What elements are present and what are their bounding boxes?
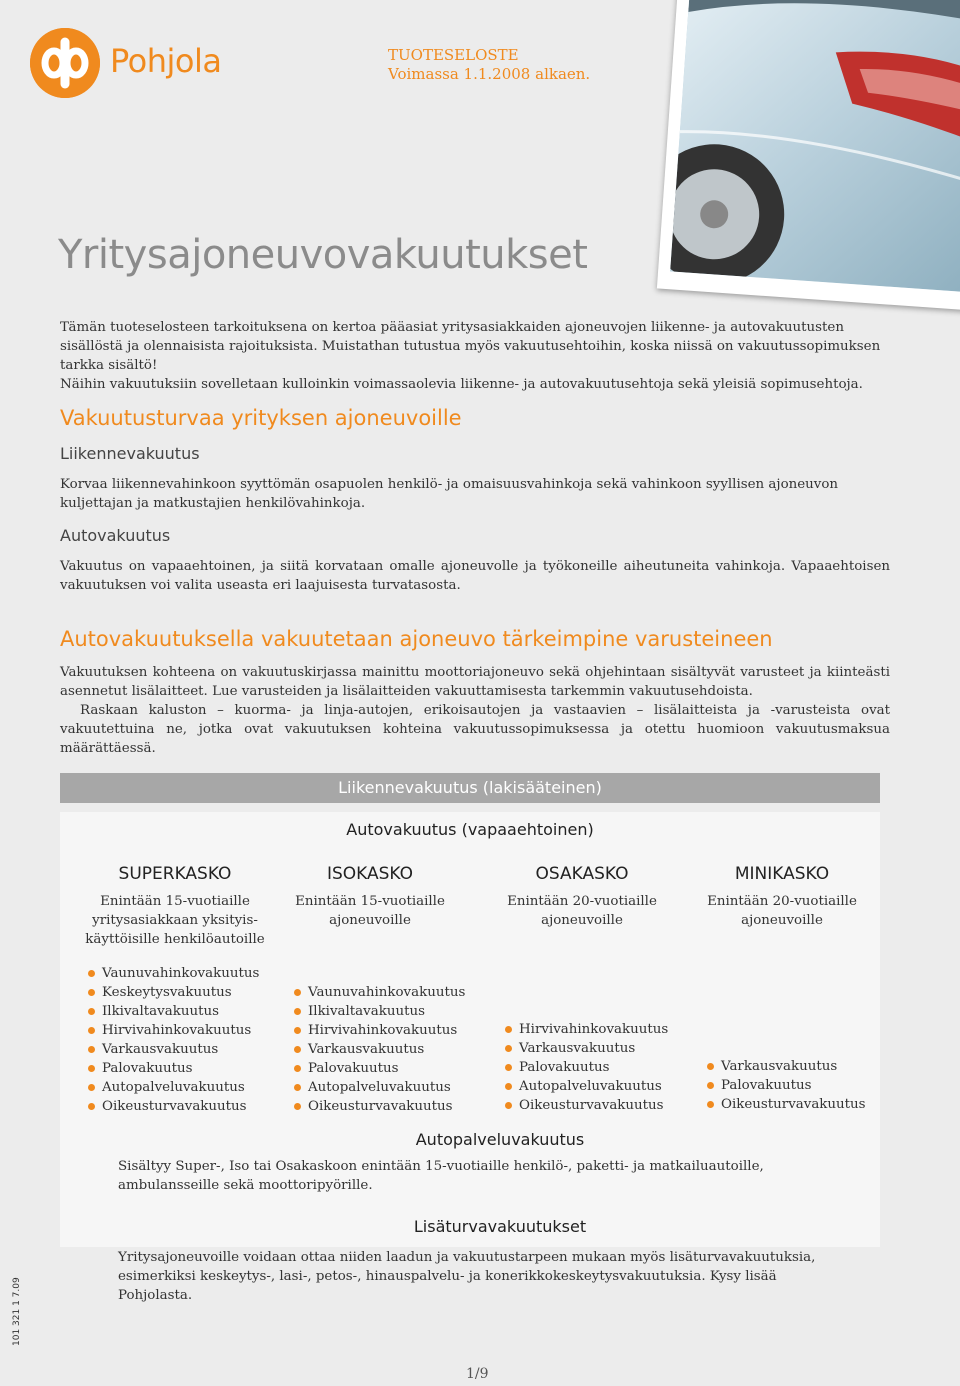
list-item: Ilkivaltavakuutus: [294, 1002, 465, 1021]
valid-from: Voimassa 1.1.2008 alkaen.: [388, 65, 591, 83]
liikennevakuutus-bar: Liikennevakuutus (lakisääteinen): [60, 773, 880, 803]
list-item: Vaunuvahinkovakuutus: [294, 983, 465, 1002]
column-title: SUPERKASKO: [118, 864, 232, 884]
list-item: Palovakuutus: [707, 1076, 866, 1095]
list-item: Oikeusturvavakuutus: [505, 1096, 668, 1115]
intro-paragraph-2: Näihin vakuutuksiin sovelletaan kulloinkin voimassaolevia liikenne- ja autovakuutusehtoja sekä yleisiä sopimusehtoja.: [60, 377, 863, 392]
list-item: Autopalveluvakuutus: [294, 1078, 465, 1097]
document-code-text: 101 321 1 7.09: [12, 1277, 22, 1346]
list-item: Varkausvakuutus: [707, 1057, 866, 1076]
lisaturva-text: Yritysajoneuvoille voidaan ottaa niiden laadun ja vakuutustarpeen mukaan myös lisäturvavakuutuksia, esimerkiksi keskeytys-, lasi-, petos-, hinauspalvelu- ja konerikkokeskeytysvakuutuksia. Kysy lisää Pohjolasta.: [118, 1250, 816, 1303]
brand-logo: [30, 28, 230, 104]
coverage-list-osakasko: [505, 1020, 668, 1115]
autopalvelu-text: Sisältyy Super-, Iso tai Osakaskoon enintään 15-vuotiaille henkilö-, paketti- ja matkailuautoille, ambulansseille sekä moottoripyörille.: [118, 1159, 764, 1193]
brand-name: Pohjola: [110, 42, 222, 80]
page-title: Yritysajoneuvovakuutukset: [58, 232, 588, 278]
list-item: Autopalveluvakuutus: [88, 1078, 259, 1097]
list-item: Oikeusturvavakuutus: [707, 1095, 866, 1114]
lisaturva-title: Lisäturvavakuutukset: [413, 1217, 587, 1236]
pohjola-logo-mark-icon: [30, 28, 100, 98]
coverage-list-isokasko: [294, 983, 465, 1116]
column-superkasko: [84, 864, 266, 949]
document-code: [6, 1260, 26, 1350]
car-photo-frame: [657, 0, 960, 311]
column-title: MINIKASKO: [734, 864, 830, 884]
intro-text: [60, 318, 890, 394]
column-subtitle: Enintään 20-vuotiaille ajoneuvoille: [707, 894, 857, 928]
list-item: Vaunuvahinkovakuutus: [88, 964, 259, 983]
list-item: Palovakuutus: [294, 1059, 465, 1078]
liikennevakuutus-text: Korvaa liikennevahinkoon syyttömän osapuolen henkilö- ja omaisuusvahinkoja sekä vahinkoon syyllisen ajoneuvon kuljettajan ja matkustajien henkilövahinkoja.: [60, 477, 839, 511]
list-item: Palovakuutus: [505, 1058, 668, 1077]
column-subtitle: Enintään 15-vuotiaille yritysasiakkaan yksityis-käyttöisille henkilöautoille: [85, 894, 265, 947]
list-item: Varkausvakuutus: [294, 1040, 465, 1059]
equipment-paragraph-1: Vakuutuksen kohteena on vakuutuskirjassa mainittu moottoriajoneuvo sekä ohjehintaan sisältyvät varusteet ja kiinteästi asennetut lisälaitteet. Lue varusteiden ja lisälaitteiden vakuuttamisesta tarkemmin vakuutusehdoista.: [60, 665, 890, 699]
column-title: OSAKASKO: [535, 864, 629, 884]
page-number: 1/9: [466, 1366, 489, 1382]
list-item: Oikeusturvavakuutus: [294, 1097, 465, 1116]
list-item: Hirvivahinkovakuutus: [505, 1020, 668, 1039]
list-item: Hirvivahinkovakuutus: [294, 1021, 465, 1040]
document-type-label: TUOTESELOSTE: [388, 46, 519, 64]
car-photo: [670, 0, 960, 292]
section-heading-equipment: Autovakuutuksella vakuutetaan ajoneuvo tärkeimpine varusteineen: [60, 627, 773, 651]
coverage-list-minikasko: [707, 1057, 866, 1114]
autovakuutus-text: Vakuutus on vapaaehtoinen, ja siitä korvataan omalle ajoneuvolle ja työkoneille aiheutuneita vahinkoja. Vapaaehtoisen vakuutuksen voi valita useasta eri laajuisesta turvatasosta.: [60, 559, 890, 593]
list-item: Ilkivaltavakuutus: [88, 1002, 259, 1021]
list-item: Autopalveluvakuutus: [505, 1077, 668, 1096]
column-minikasko: [696, 864, 868, 930]
list-item: Keskeytysvakuutus: [88, 983, 259, 1002]
autopalvelu-title: Autopalveluvakuutus: [415, 1130, 585, 1149]
coverage-list-superkasko: [88, 964, 259, 1116]
column-subtitle: Enintään 20-vuotiaille ajoneuvoille: [507, 894, 657, 928]
list-item: Hirvivahinkovakuutus: [88, 1021, 259, 1040]
column-subtitle: Enintään 15-vuotiaille ajoneuvoille: [295, 894, 445, 928]
subheading-autovakuutus: Autovakuutus: [60, 526, 171, 545]
subheading-liikennevakuutus: Liikennevakuutus: [60, 444, 200, 463]
list-item: Oikeusturvavakuutus: [88, 1097, 259, 1116]
column-title: ISOKASKO: [326, 864, 414, 884]
autovakuutus-title: Autovakuutus (vapaaehtoinen): [346, 820, 594, 839]
document-type: [388, 46, 590, 84]
list-item: Varkausvakuutus: [88, 1040, 259, 1059]
list-item: Varkausvakuutus: [505, 1039, 668, 1058]
section-heading-coverage: Vakuutusturvaa yrityksen ajoneuvoille: [60, 406, 462, 430]
column-isokasko: [284, 864, 456, 930]
intro-paragraph-1: Tämän tuoteselosteen tarkoituksena on kertoa pääasiat yritysasiakkaiden ajoneuvojen liikenne- ja autovakuutusten sisällöstä ja olennaisista rajoituksista. Muistathan tutustua myös vakuutusehtoihin, koska niissä on vakuutussopimuksen tarkka sisältö!: [60, 320, 881, 373]
column-osakasko: [496, 864, 668, 930]
list-item: Palovakuutus: [88, 1059, 259, 1078]
equipment-paragraph-2: Raskaan kaluston – kuorma- ja linja-autojen, erikoisautojen ja vastaavien – lisälaitteista ja -varusteista ovat vakuutettuina ne, jotka ovat vakuutuksen kohteina vakuutussopimuksessa ja otettu huomioon vakuutusmaksua määrättäessä.: [60, 703, 890, 756]
